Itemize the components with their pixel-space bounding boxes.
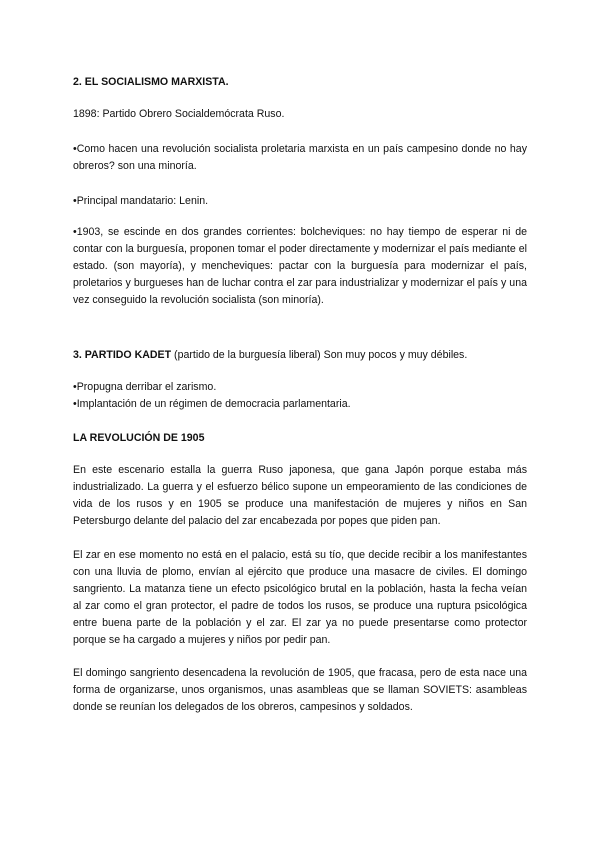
revolution-title: LA REVOLUCIÓN DE 1905 xyxy=(73,432,205,444)
section-2-bullet-2: •Principal mandatario: Lenin. xyxy=(73,195,209,207)
section-2-title: 2. EL SOCIALISMO MARXISTA. xyxy=(73,76,229,88)
revolution-paragraph-2: El zar en ese momento no está en el palacio, está su tío, que decide recibir a los manifestantes con una lluvia de plomo, envían al ejército que produce una masacre de civiles. El domingo sangriento. La matanza tiene un efecto psicológico brutal en la población, hasta la fecha veían al zar como el gran protector, el padre de todos los rusos, se produce una ruptura psicológica entre buena parte de la población y el zar. El zar ya no puede presentarse como protector porque se ha cargado a mujeres y niños por pedir pan. xyxy=(73,549,527,646)
section-3-heading-line xyxy=(73,347,527,364)
revolution-paragraph-3: El domingo sangriento desencadena la revolución de 1905, que fracasa, pero de esta nace una forma de organizarse, unos organismos, unas asambleas que se llaman SOVIETS: asambleas donde se reunían los delegados de los obreros, campesinos y soldados. xyxy=(73,667,527,713)
section-3-title: 3. PARTIDO KADET xyxy=(73,349,172,361)
section-3-bullet-2: •Implantación de un régimen de democracia parlamentaria. xyxy=(73,398,351,410)
section-2-bullet-3: •1903, se escinde en dos grandes corrientes: bolcheviques: no hay tiempo de esperar ni de contar con la burguesía, proponen tomar el poder directamente y modernizar el país mediante el estado. (son mayoría), y mencheviques: pactar con la burguesía para modernizar el país, proletarios y burgueses han de luchar contra el zar para industrializar y modernizar el país y una vez conseguido la revolución socialista (son minoría). xyxy=(73,226,527,306)
section-3-bullet-1: •Propugna derribar el zarismo. xyxy=(73,381,217,393)
section-2-bullet-1: •Como hacen una revolución socialista proletaria marxista en un país campesino donde no hay obreros? son una minoría. xyxy=(73,143,527,172)
revolution-paragraph-1: En este escenario estalla la guerra Ruso japonesa, que gana Japón porque estaba más industrializado. La guerra y el esfuerzo bélico supone un empeoramiento de las condiciones de vida de los rusos y en 1905 se produce una manifestación de mujeres y niños en San Petersburgo delante del palacio del zar encabezada por popes que piden pan. xyxy=(73,464,527,527)
section-3-intro: (partido de la burguesía liberal) Son muy pocos y muy débiles. xyxy=(171,349,468,361)
section-2-founding: 1898: Partido Obrero Socialdemócrata Ruso. xyxy=(73,108,285,120)
